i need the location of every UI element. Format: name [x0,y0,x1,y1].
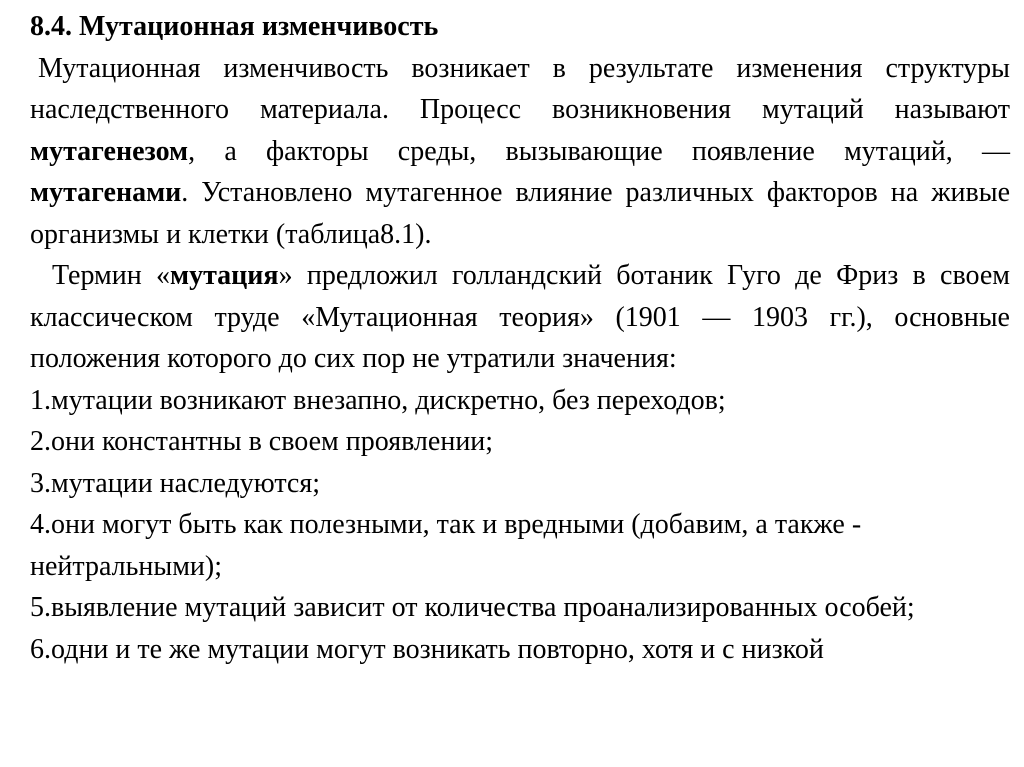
mutation-theory-list [30,380,1010,671]
list-item: 5.выявление мутаций зависит от количества проанализированных особей; [30,592,915,623]
section-heading: 8.4. Мутационная изменчивость [30,11,439,42]
paragraph2-text-1: Термин « [52,260,170,291]
list-item: 4.они могут быть как полезными, так и вредными (добавим, а также - нейтральными); [30,509,862,582]
paragraph2-text-2: » предложил голландский ботаник Гуго де Фриз в своем классическом труде «Мутационная теория» (1901 — 1903 гг.), основные положения которого до сих пор не утратили значения: [30,260,1010,374]
paragraph1-text-2: , а факторы среды, вызывающие появление мутаций, — [188,135,1010,167]
term-mutagenesis: мутагенезом [30,135,189,167]
term-mutagens: мутагенами [30,177,182,208]
list-item: 3.мутации наследуются; [30,467,321,499]
list-item: 2.они константны в своем проявлении; [30,426,494,457]
term-mutation: мутация [170,260,279,291]
paragraph1-text-3: . Установлено мутагенное влияние различных факторов на живые организмы и клетки (таблица8.1). [30,177,1010,250]
paragraph1-text-1: Мутационная изменчивость возникает в результате изменения структуры наследственного материала. Процесс возникновения мутаций называют [30,52,1010,125]
list-item: 6.одни и те же мутации могут возникать повторно, хотя и с низкой [30,633,824,665]
paragraph-mutation-theory [30,255,1010,380]
list-item: 1.мутации возникают внезапно, дискретно, без переходов; [30,384,726,416]
paragraph-mutational-variability [30,48,1010,256]
